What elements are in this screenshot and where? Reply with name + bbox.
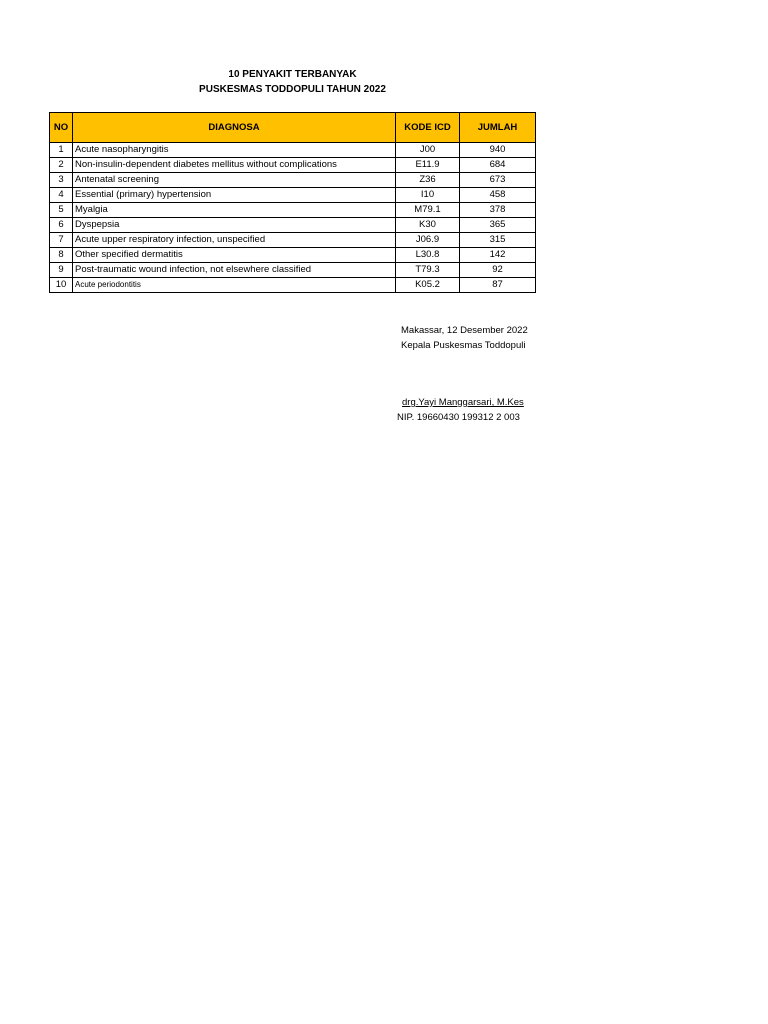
disease-table: [49, 112, 536, 293]
row-diagnosa: Post-traumatic wound infection, not elsewhere classified: [73, 263, 396, 278]
table-row: [50, 248, 536, 263]
row-kode-icd: I10: [396, 188, 460, 203]
row-no: 6: [50, 218, 73, 233]
row-kode-icd: L30.8: [396, 248, 460, 263]
row-kode-icd: Z36: [396, 173, 460, 188]
row-no: 3: [50, 173, 73, 188]
row-diagnosa: Non-insulin-dependent diabetes mellitus without complications: [73, 158, 396, 173]
table-header-row: [50, 113, 536, 143]
row-kode-icd: M79.1: [396, 203, 460, 218]
row-jumlah: 92: [460, 263, 536, 278]
row-no: 5: [50, 203, 73, 218]
row-no: 1: [50, 143, 73, 158]
row-diagnosa: Myalgia: [73, 203, 396, 218]
column-header-kode-icd: KODE ICD: [396, 113, 460, 143]
column-header-diagnosa: DIAGNOSA: [73, 113, 396, 143]
table-row: [50, 188, 536, 203]
table-row: [50, 263, 536, 278]
row-diagnosa: Dyspepsia: [73, 218, 396, 233]
table-row: [50, 278, 536, 293]
row-no: 9: [50, 263, 73, 278]
row-jumlah: 365: [460, 218, 536, 233]
row-jumlah: 142: [460, 248, 536, 263]
signature-role: Kepala Puskesmas Toddopuli: [401, 340, 526, 351]
table-row: [50, 173, 536, 188]
signature-nip: NIP. 19660430 199312 2 003: [397, 412, 520, 423]
row-diagnosa: Antenatal screening: [73, 173, 396, 188]
table-row: [50, 143, 536, 158]
signature-place-date: Makassar, 12 Desember 2022: [401, 325, 528, 336]
row-kode-icd: J06.9: [396, 233, 460, 248]
row-diagnosa: Acute periodontitis: [73, 278, 396, 293]
row-jumlah: 673: [460, 173, 536, 188]
row-kode-icd: T79.3: [396, 263, 460, 278]
row-no: 10: [50, 278, 73, 293]
row-diagnosa: Acute upper respiratory infection, unspecified: [73, 233, 396, 248]
row-diagnosa: Essential (primary) hypertension: [73, 188, 396, 203]
table-row: [50, 158, 536, 173]
row-jumlah: 378: [460, 203, 536, 218]
row-jumlah: 315: [460, 233, 536, 248]
column-header-jumlah: JUMLAH: [460, 113, 536, 143]
row-kode-icd: K05.2: [396, 278, 460, 293]
row-diagnosa: Other specified dermatitis: [73, 248, 396, 263]
report-title-line2: PUSKESMAS TODDOPULI TAHUN 2022: [199, 84, 386, 95]
column-header-no: NO: [50, 113, 73, 143]
row-no: 2: [50, 158, 73, 173]
row-kode-icd: K30: [396, 218, 460, 233]
row-no: 4: [50, 188, 73, 203]
row-no: 7: [50, 233, 73, 248]
table-row: [50, 203, 536, 218]
row-jumlah: 684: [460, 158, 536, 173]
table-row: [50, 218, 536, 233]
row-diagnosa: Acute nasopharyngitis: [73, 143, 396, 158]
table-row: [50, 233, 536, 248]
row-no: 8: [50, 248, 73, 263]
row-kode-icd: E11.9: [396, 158, 460, 173]
signature-name: drg.Yayi Manggarsari, M.Kes: [402, 397, 524, 408]
row-jumlah: 87: [460, 278, 536, 293]
row-jumlah: 458: [460, 188, 536, 203]
report-title-line1: 10 PENYAKIT TERBANYAK: [228, 69, 357, 80]
row-jumlah: 940: [460, 143, 536, 158]
row-kode-icd: J00: [396, 143, 460, 158]
